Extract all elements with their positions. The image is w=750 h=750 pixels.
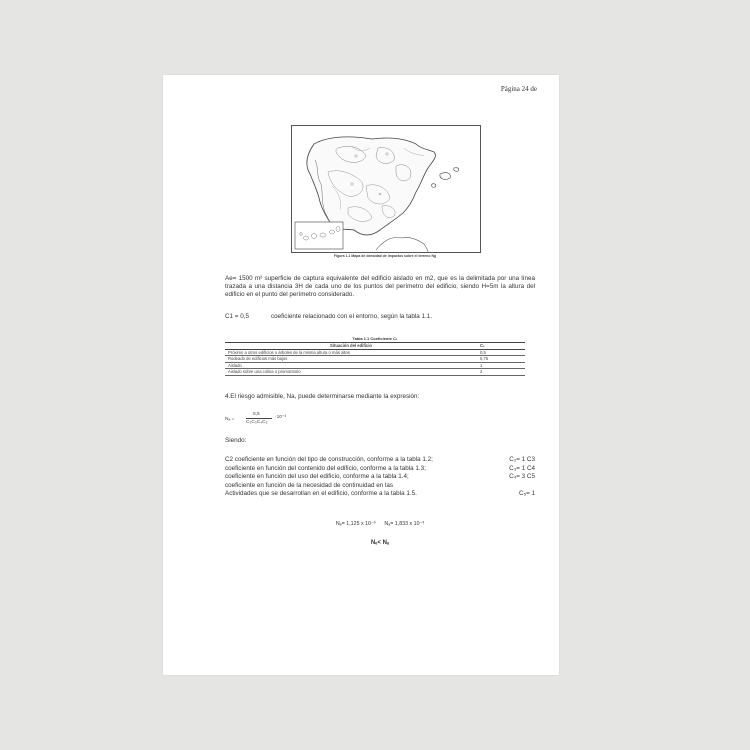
table-cell-value: 1 [477, 362, 525, 369]
table-header-row [225, 343, 525, 350]
table-header-situacion: Situación del edificio [225, 343, 477, 350]
table-cell-situacion: Próximo a otros edificios o árboles de la misma altura o más altos [225, 349, 477, 356]
map-caption: Figura 1.1 Mapa de densidad de impactos sobre el terreno Ng [333, 254, 437, 258]
table-cell-situacion: Aislado sobre una colina o promontorio [225, 369, 477, 376]
paragraph-ae: Ae= 1500 m² superficie de captura equivalente del edificio aislado en m2, que es la delimitada por una línea trazada a una distancia 3H de cada uno de los puntos del perímetro del edificio, siendo H=5m la altura del edificio en el punto del perímetro considerado. [225, 275, 535, 298]
paragraph-riesgo: 4.El riesgo admisible, Na, puede determinarse mediante la expresión: [225, 393, 420, 400]
c1-label: C1 = 0,5 [225, 313, 249, 320]
coef-line-value: C₂= 1 C3 [509, 456, 535, 463]
coef-line [225, 473, 535, 482]
table-cell-value: 0,5 [477, 349, 525, 356]
coef-line-text: coeficiente en función del contenido del edificio, conforme a la tabla 1.3; [225, 464, 426, 472]
table-caption: Tabla 1.1 Coeficiente C₁ [352, 336, 398, 341]
table-header-c1: C₁ [477, 343, 525, 350]
coef-line [225, 490, 535, 499]
c1-text: coeficiente relacionado con el entorno, según la tabla 1.1. [271, 313, 433, 320]
c1-line [225, 313, 535, 321]
formula-lhs: Nₐ = [225, 417, 235, 422]
table-cell-value: 0,75 [477, 356, 525, 363]
iberia-map-figure [292, 126, 480, 252]
page-number: Página 24 de [500, 85, 537, 93]
na-formula [223, 410, 303, 428]
coef-line-text: C2 coeficiente en función del tipo de construcción, conforme a la tabla 1.2; [225, 456, 433, 463]
coef-line [225, 456, 535, 465]
coefficients-block [225, 456, 535, 499]
siendo-label: Siendo: [225, 437, 247, 444]
table-cell-situacion: Aislado [225, 362, 477, 369]
document-page [163, 75, 559, 675]
ne-result: Nₑ= 1,125 x 10⁻³ [335, 521, 376, 527]
coef-line-value: C₅= 1 [518, 490, 535, 498]
coefficient-table [225, 342, 525, 376]
coef-line-value: C₃= 1 C4 [509, 464, 535, 472]
table-cell-value: 2 [477, 369, 525, 376]
formula-denominator: C₂C₃C₄C₅ [246, 420, 268, 425]
coef-line-text: coeficiente en función del uso del edificio, conforme a la tabla 1.4; [225, 473, 409, 481]
formula-numerator: 5,5 [253, 412, 260, 417]
coef-line-value: C₄= 3 C5 [509, 473, 535, 481]
formula-factor: ·10⁻³ [275, 415, 287, 420]
coef-line [225, 465, 535, 474]
table-row [225, 369, 525, 376]
formula-fraction-bar [246, 418, 272, 419]
coef-line-text: coeficiente en función de la necesidad de continuidad en las [225, 481, 394, 489]
results-line [225, 520, 535, 528]
lightning-density-map [291, 125, 481, 253]
coef-line-text: Actividades que se desarrollan en el edificio, conforme a la tabla 1.5. [225, 490, 417, 498]
table-cell-situacion: Rodeado de edificios más bajos [225, 356, 477, 363]
na-result: Nₐ= 1,833 x 10⁻³ [384, 521, 425, 527]
comparison-result: Nₑ< Nₐ [370, 540, 390, 546]
coef-line [225, 482, 535, 491]
